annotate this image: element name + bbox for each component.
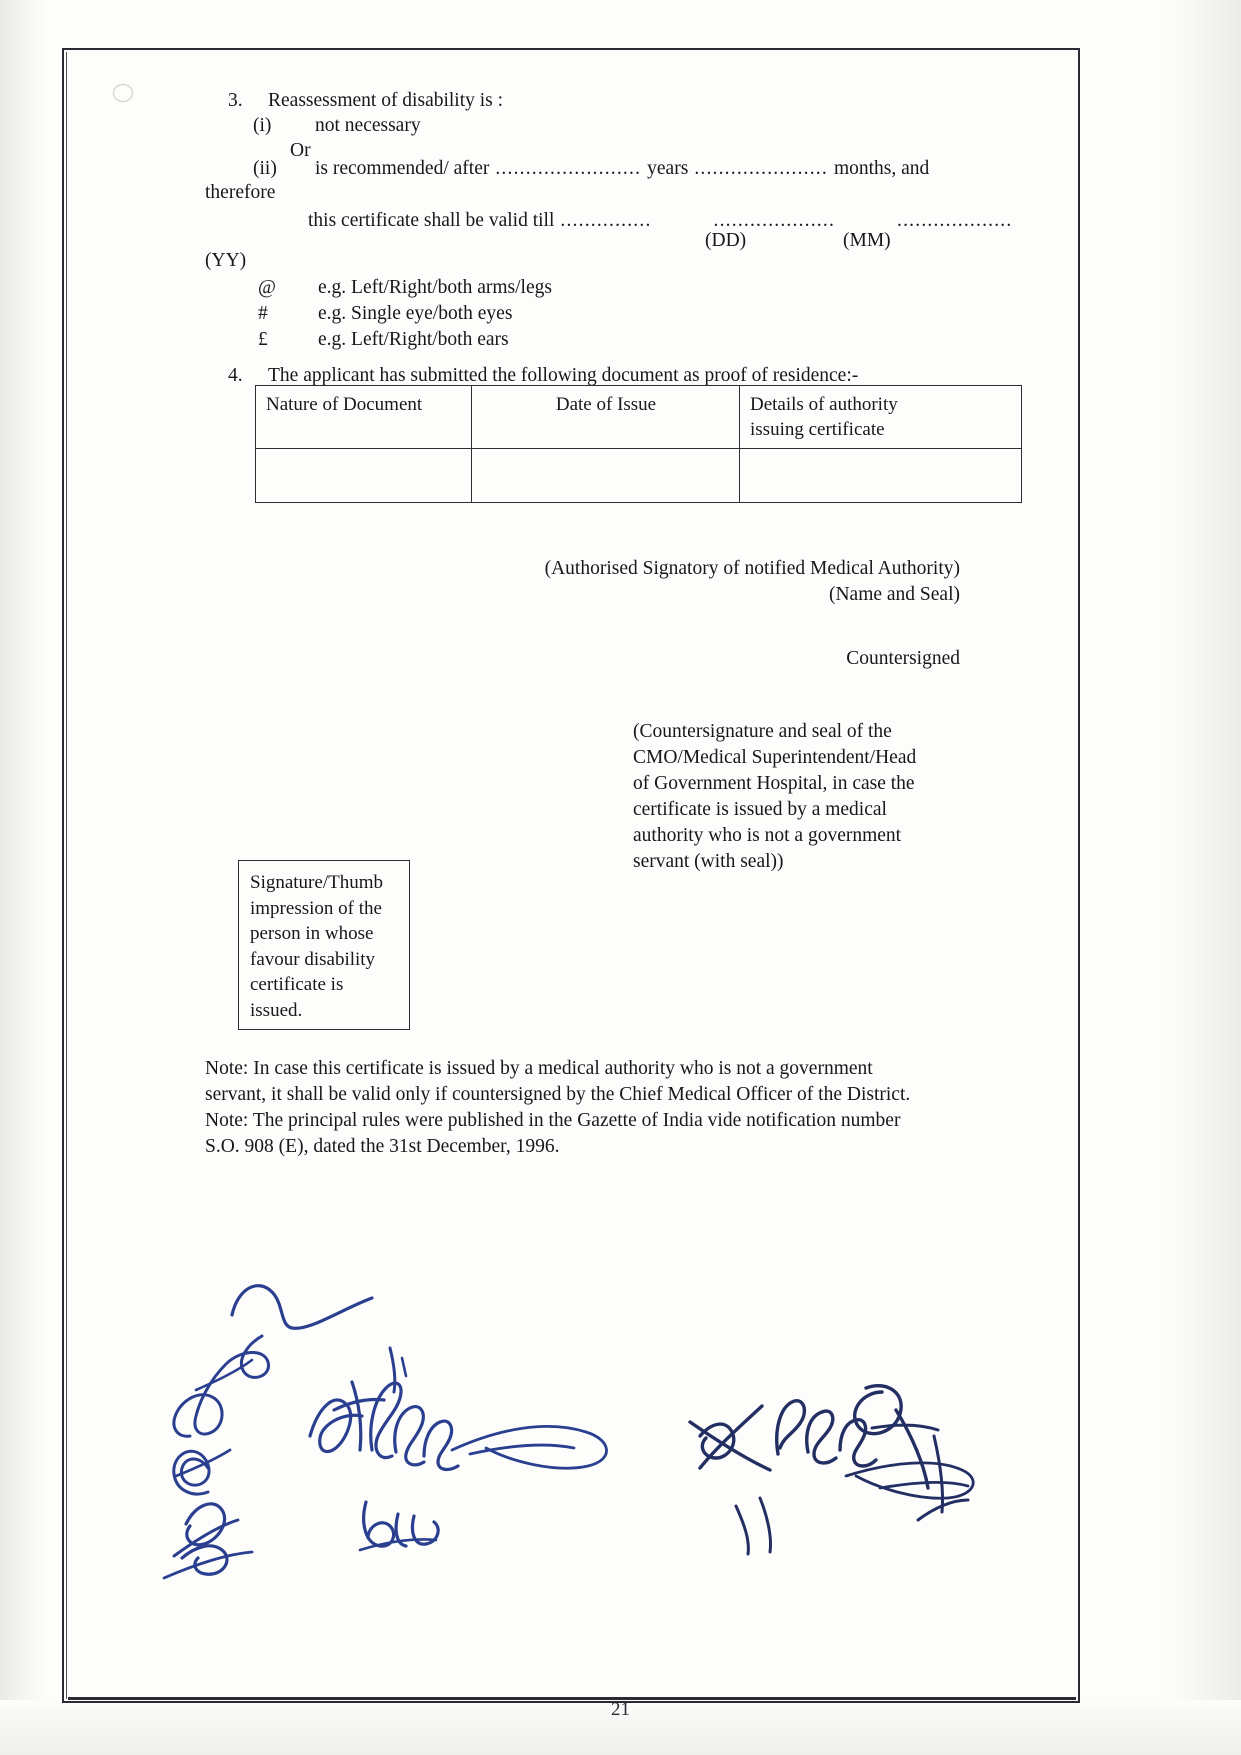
item-4-number: 4.	[228, 365, 243, 386]
item-3-valid-till-dotted-fill[interactable]: ...............	[560, 210, 652, 231]
table-cell-nature-of-document[interactable]	[256, 449, 472, 503]
item-3-months-dotted-fill[interactable]: ......................	[694, 158, 828, 179]
item-3-months-label: months, and	[833, 158, 930, 179]
item-3-therefore	[205, 180, 275, 206]
note-2-line-2: S.O. 908 (E), dated the 31st December, 1996.	[205, 1136, 560, 1157]
item-3-sub-i-text: not necessary	[315, 115, 421, 136]
authorised-signatory-line2: (Name and Seal)	[828, 584, 960, 605]
item-3-dd-label	[705, 228, 746, 254]
legend-text-arms-legs: e.g. Left/Right/both arms/legs	[318, 277, 552, 298]
note-2-line-1: Note: The principal rules were published in the Gazette of India vide notification number	[205, 1110, 901, 1131]
authorised-signatory-block	[360, 556, 960, 608]
note-1-line-1: Note: In case this certificate is issued by a medical authority who is not a government	[205, 1058, 873, 1079]
table-row	[256, 449, 1022, 503]
thumb-line-5: certificate is	[250, 974, 344, 995]
countersigned-text: Countersigned	[846, 648, 960, 669]
item-3-mm-label	[843, 228, 891, 254]
counter-line-2: CMO/Medical Superintendent/Head	[633, 747, 917, 768]
note-1-line-2: servant, it shall be valid only if countersigned by the Chief Medical Officer of the District.	[205, 1084, 911, 1105]
countersignature-seal-block	[633, 719, 916, 875]
counter-line-6: servant (with seal))	[633, 851, 784, 872]
item-3-or-label: Or	[290, 140, 311, 161]
item-3-dd-dotted-fill[interactable]: ....................	[713, 210, 836, 231]
countersigned-label	[560, 646, 960, 672]
table-header-row	[256, 386, 1022, 449]
table-header-date-of-issue: Date of Issue	[472, 386, 740, 449]
handwritten-signatures-layer	[0, 1240, 1241, 1600]
dd-label-text: (DD)	[705, 230, 747, 251]
legend-text-eyes: e.g. Single eye/both eyes	[318, 303, 513, 324]
counter-line-4: certificate is issued by a medical	[633, 799, 887, 820]
thumb-line-2: impression of the	[250, 897, 382, 919]
thumb-line-4: favour disability	[250, 948, 376, 970]
legend-row-pound	[258, 327, 552, 353]
thumb-line-3: person in whose	[250, 923, 374, 944]
page-number: 21	[611, 1699, 630, 1720]
proof-of-residence-table	[255, 385, 1022, 503]
item-3-sub-ii-row	[253, 156, 929, 182]
item-3-number: 3.	[228, 90, 243, 111]
table-header-details-of-authority	[740, 386, 1022, 449]
item-3-sub-ii-label: (ii)	[253, 158, 277, 179]
thumb-line-1: Signature/Thumb	[250, 872, 383, 893]
item-3-years-label: years	[647, 158, 689, 179]
item-3-yy-label	[205, 248, 246, 274]
item-3-title: Reassessment of disability is :	[268, 90, 504, 111]
item-3-sub-ii-text-a: is recommended/ after	[315, 158, 490, 179]
item-3-mm-dotted-fill[interactable]: ...................	[897, 210, 1013, 231]
item-3-title-row	[228, 88, 503, 114]
legend-block	[258, 275, 552, 353]
item-3-sub-i-label: (i)	[253, 115, 272, 136]
legend-symbol-pound: £	[258, 329, 268, 350]
legend-text-ears: e.g. Left/Right/both ears	[318, 329, 509, 350]
table-header-authority-line1: Details of authority	[750, 394, 898, 415]
item-4-title: The applicant has submitted the following document as proof of residence:-	[268, 365, 859, 386]
item-3-sub-i-row	[253, 113, 421, 139]
notes-block	[205, 1056, 910, 1160]
table-header-authority-line2: issuing certificate	[750, 419, 885, 440]
legend-row-at	[258, 275, 552, 301]
counter-line-5: authority who is not a government	[633, 825, 902, 846]
table-header-nature-of-document: Nature of Document	[256, 386, 472, 449]
counter-line-1: (Countersignature and seal of the	[633, 721, 892, 742]
table-cell-date-of-issue[interactable]	[472, 449, 740, 503]
item-3-block	[228, 88, 503, 114]
thumb-line-6: issued.	[250, 999, 303, 1021]
signature-thumb-impression-box[interactable]	[238, 860, 410, 1030]
item-3-therefore-label: therefore	[205, 182, 276, 203]
mm-label-text: (MM)	[843, 230, 891, 251]
counter-line-3: of Government Hospital, in case the	[633, 773, 915, 794]
item-3-validity-text: this certificate shall be valid till	[308, 210, 555, 231]
authorised-signatory-line1: (Authorised Signatory of notified Medical Authority)	[544, 558, 960, 579]
legend-row-hash	[258, 301, 552, 327]
table-cell-details-of-authority[interactable]	[740, 449, 1022, 503]
item-3-validity-row	[308, 208, 1012, 234]
legend-symbol-hash: #	[258, 303, 268, 324]
legend-symbol-at: @	[258, 277, 276, 298]
item-3-years-dotted-fill[interactable]: ........................	[495, 158, 642, 179]
yy-label-text: (YY)	[205, 250, 247, 271]
